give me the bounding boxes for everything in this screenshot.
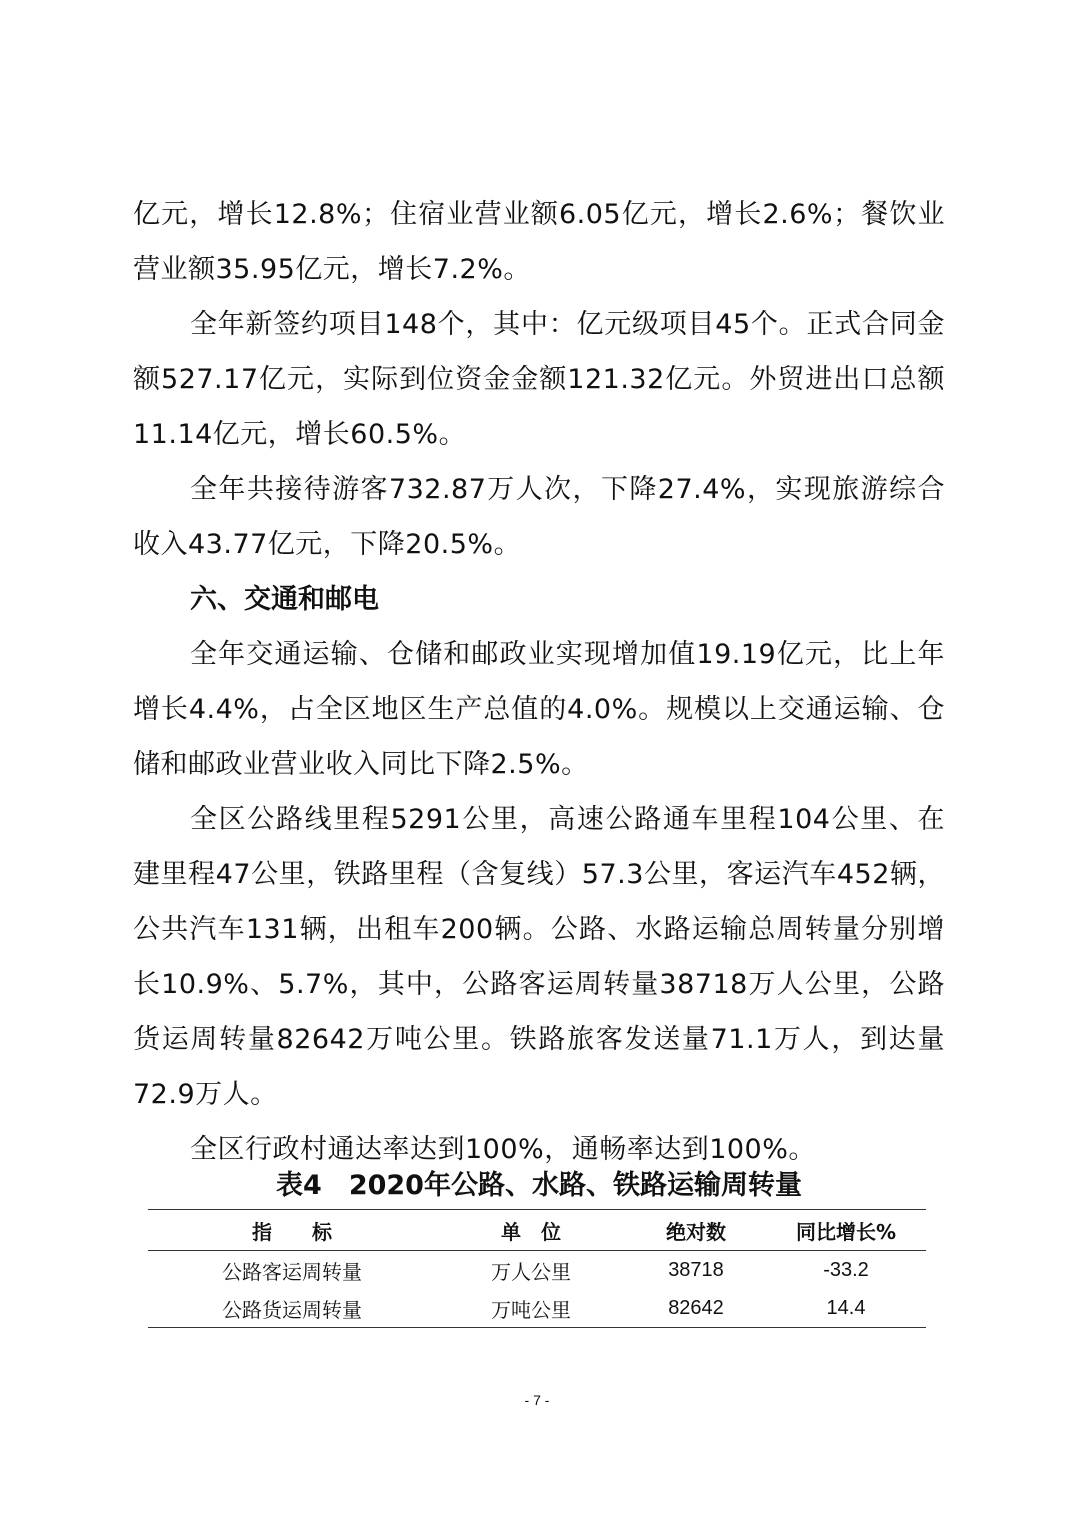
- table-title: 表4 2020年公路、水路、铁路运输周转量: [276, 1170, 802, 1201]
- transport-table: [148, 1209, 926, 1328]
- paragraph-investment: 全年新签约项目148个，其中：亿元级项目45个。正式合同金额527.17亿元，实际到位资金金额121.32亿元。外贸进出口总额11.14亿元，增长60.5%。: [133, 309, 945, 450]
- table-header-row: [148, 1210, 926, 1251]
- cell-indicator: 公路客运周转量: [222, 1259, 362, 1284]
- cell-unit: 万吨公里: [436, 1289, 626, 1328]
- cell-unit: 万人公里: [491, 1259, 571, 1284]
- paragraph-village-access: 全区行政村通达率达到100%，通畅率达到100%。: [190, 1134, 816, 1165]
- paragraph-transport-value: 全年交通运输、仓储和邮政业实现增加值19.19亿元，比上年增长4.4%，占全区地区生产总值的4.0%。规模以上交通运输、仓储和邮政业营业收入同比下降2.5%。: [133, 639, 945, 780]
- paragraph-retail-continued: 亿元，增长12.8%；住宿业营业额6.05亿元，增长2.6%；餐饮业营业额35.95亿元，增长7.2%。: [133, 199, 945, 285]
- paragraph-road-mileage: 全区公路线里程5291公里，高速公路通车里程104公里、在建里程47公里，铁路里程（含复线）57.3公里，客运汽车452辆，公共汽车131辆，出租车200辆。公路、水路运输总周转量分别增长10.9%、5.7%，其中，公路客运周转量38718万人公里，公路货运周转量82642万吨公里。铁路旅客发送量71.1万人，到达量72.9万人。: [133, 804, 945, 1110]
- section-heading: 六、交通和邮电: [190, 584, 379, 615]
- header-indicator: 指 标: [148, 1210, 436, 1251]
- cell-absolute: 82642: [626, 1289, 766, 1328]
- cell-growth: -33.2: [823, 1258, 869, 1281]
- cell-growth: 14.4: [766, 1289, 926, 1328]
- cell-indicator: 公路货运周转量: [148, 1289, 436, 1328]
- header-unit: 单 位: [436, 1210, 626, 1251]
- table-row: [148, 1289, 926, 1328]
- body-text: [133, 187, 945, 1177]
- table-row: [148, 1251, 926, 1290]
- header-growth: 同比增长%: [766, 1210, 926, 1251]
- cell-absolute: 38718: [668, 1258, 724, 1281]
- page-number: - 7 -: [524, 1392, 550, 1408]
- header-absolute: 绝对数: [626, 1210, 766, 1251]
- paragraph-tourism: 全年共接待游客732.87万人次，下降27.4%，实现旅游综合收入43.77亿元，下降20.5%。: [133, 474, 945, 560]
